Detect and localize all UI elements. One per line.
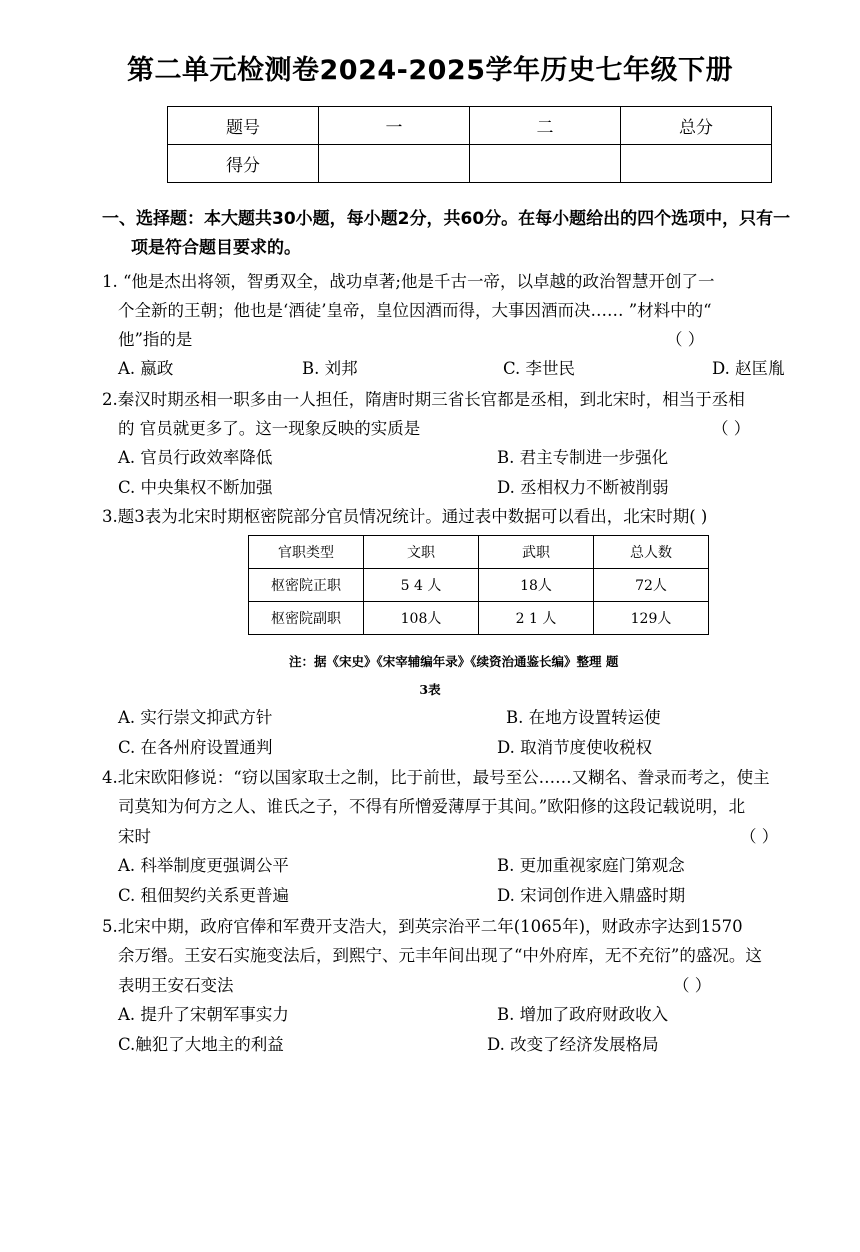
answer-parentheses: （ ） bbox=[666, 330, 705, 349]
question-text-line: 表明王安石变法 bbox=[118, 976, 234, 995]
question-text-line: 余万缗。王安石实施变法后，到熙宁、元丰年间出现了“中外府库，无不充衍”的盛况。这 bbox=[118, 946, 762, 965]
data-table bbox=[248, 535, 709, 635]
question-text-line: 2.秦汉时期丞相一职多由一人担任，隋唐时期三省长官都是丞相，到北宋时，相当于丞相 bbox=[102, 390, 745, 409]
score-table-cell: 二 bbox=[470, 107, 621, 145]
table-row bbox=[249, 569, 709, 602]
score-blank-cell bbox=[621, 145, 772, 183]
option-a: A. 官员行政效率降低 bbox=[118, 448, 273, 467]
option-b: B. 君主专制进一步强化 bbox=[497, 448, 669, 467]
table-cell: 枢密院副职 bbox=[249, 602, 364, 635]
score-blank-cell bbox=[470, 145, 621, 183]
table-note: 注：据《宋史》《宋宰辅编年录》《续资治通鉴长编》整理 题 bbox=[289, 654, 619, 669]
score-blank-cell bbox=[319, 145, 470, 183]
table-cell: 枢密院正职 bbox=[249, 569, 364, 602]
option-d: D. 取消节度使收税权 bbox=[497, 738, 653, 757]
option-d: D. 赵匡胤 bbox=[712, 359, 785, 378]
option-b: B. 刘邦 bbox=[302, 359, 358, 378]
score-table-header-row bbox=[168, 107, 772, 145]
table-row bbox=[249, 602, 709, 635]
question-text-line: 宋时 bbox=[118, 827, 151, 846]
option-d: D. 宋词创作进入鼎盛时期 bbox=[497, 886, 686, 905]
table-header-cell: 总人数 bbox=[594, 536, 709, 569]
option-a: A. 嬴政 bbox=[118, 359, 174, 378]
question-text-line: 个全新的王朝；他也是‘酒徒’皇帝，皇位因酒而得，大事因酒而决…… ”材料中的“ bbox=[118, 301, 712, 320]
score-table bbox=[167, 106, 772, 183]
table-cell: 2 1 人 bbox=[479, 602, 594, 635]
section-heading-line2: 项是符合题目要求的。 bbox=[131, 238, 301, 258]
question-text-line: 他”指的是 bbox=[118, 330, 193, 349]
section-heading bbox=[102, 205, 842, 263]
option-c: C.触犯了大地主的利益 bbox=[118, 1035, 284, 1054]
question-text-line: 4.北宋欧阳修说：“窃以国家取士之制，比于前世，最号至公……又糊名、誊录而考之，使主 bbox=[102, 768, 770, 787]
question-text-line: 司莫知为何方之人、谁氏之子，不得有所憎爱薄厚于其间。”欧阳修的这段记载说明，北 bbox=[118, 797, 746, 816]
answer-parentheses: （ ） bbox=[740, 827, 779, 846]
page-title: 第二单元检测卷2024-2025学年历史七年级下册 bbox=[127, 55, 733, 86]
table-header-cell: 官职类型 bbox=[249, 536, 364, 569]
option-a: A. 提升了宋朝军事实力 bbox=[118, 1005, 289, 1024]
question-text-line: 的 官员就更多了。这一现象反映的实质是 bbox=[118, 419, 421, 438]
table-cell: 108人 bbox=[364, 602, 479, 635]
score-table-score-row bbox=[168, 145, 772, 183]
score-table-cell: 题号 bbox=[168, 107, 319, 145]
question-text-line: 3.题3表为北宋时期枢密院部分官员情况统计。通过表中数据可以看出，北宋时期( ) bbox=[102, 507, 708, 526]
table-cell: 129人 bbox=[594, 602, 709, 635]
score-table-cell: 一 bbox=[319, 107, 470, 145]
score-row-label: 得分 bbox=[168, 145, 319, 183]
option-b: B. 更加重视家庭门第观念 bbox=[497, 856, 685, 875]
option-b: B. 在地方设置转运使 bbox=[506, 708, 661, 727]
answer-parentheses: （ ） bbox=[673, 976, 712, 995]
option-c: C. 中央集权不断加强 bbox=[118, 478, 273, 497]
answer-parentheses: （ ） bbox=[712, 419, 751, 438]
table-header-cell: 文职 bbox=[364, 536, 479, 569]
option-b: B. 增加了政府财政收入 bbox=[497, 1005, 669, 1024]
table-header-row bbox=[249, 536, 709, 569]
question-text-line: 1. “他是杰出将领，智勇双全，战功卓著;他是千古一帝，以卓越的政治智慧开创了一 bbox=[102, 272, 715, 291]
table-cell: 72人 bbox=[594, 569, 709, 602]
option-c: C. 租佃契约关系更普遍 bbox=[118, 886, 290, 905]
option-a: A. 实行崇文抑武方针 bbox=[118, 708, 273, 727]
table-caption: 3表 bbox=[419, 682, 441, 697]
question-text-line: 5.北宋中期，政府官俸和军费开支浩大，到英宗治平二年(1065年)，财政赤字达到1570 bbox=[102, 917, 743, 936]
score-table-cell: 总分 bbox=[621, 107, 772, 145]
option-d: D. 改变了经济发展格局 bbox=[487, 1035, 659, 1054]
table-cell: 18人 bbox=[479, 569, 594, 602]
section-heading-line1: 一、选择题：本大题共30小题，每小题2分，共60分。在每小题给出的四个选项中，只有一 bbox=[102, 209, 791, 229]
option-c: C. 李世民 bbox=[503, 359, 576, 378]
option-c: C. 在各州府设置通判 bbox=[118, 738, 273, 757]
option-d: D. 丞相权力不断被削弱 bbox=[497, 478, 669, 497]
table-header-cell: 武职 bbox=[479, 536, 594, 569]
option-a: A. 科举制度更强调公平 bbox=[118, 856, 289, 875]
table-cell: 5 4 人 bbox=[364, 569, 479, 602]
